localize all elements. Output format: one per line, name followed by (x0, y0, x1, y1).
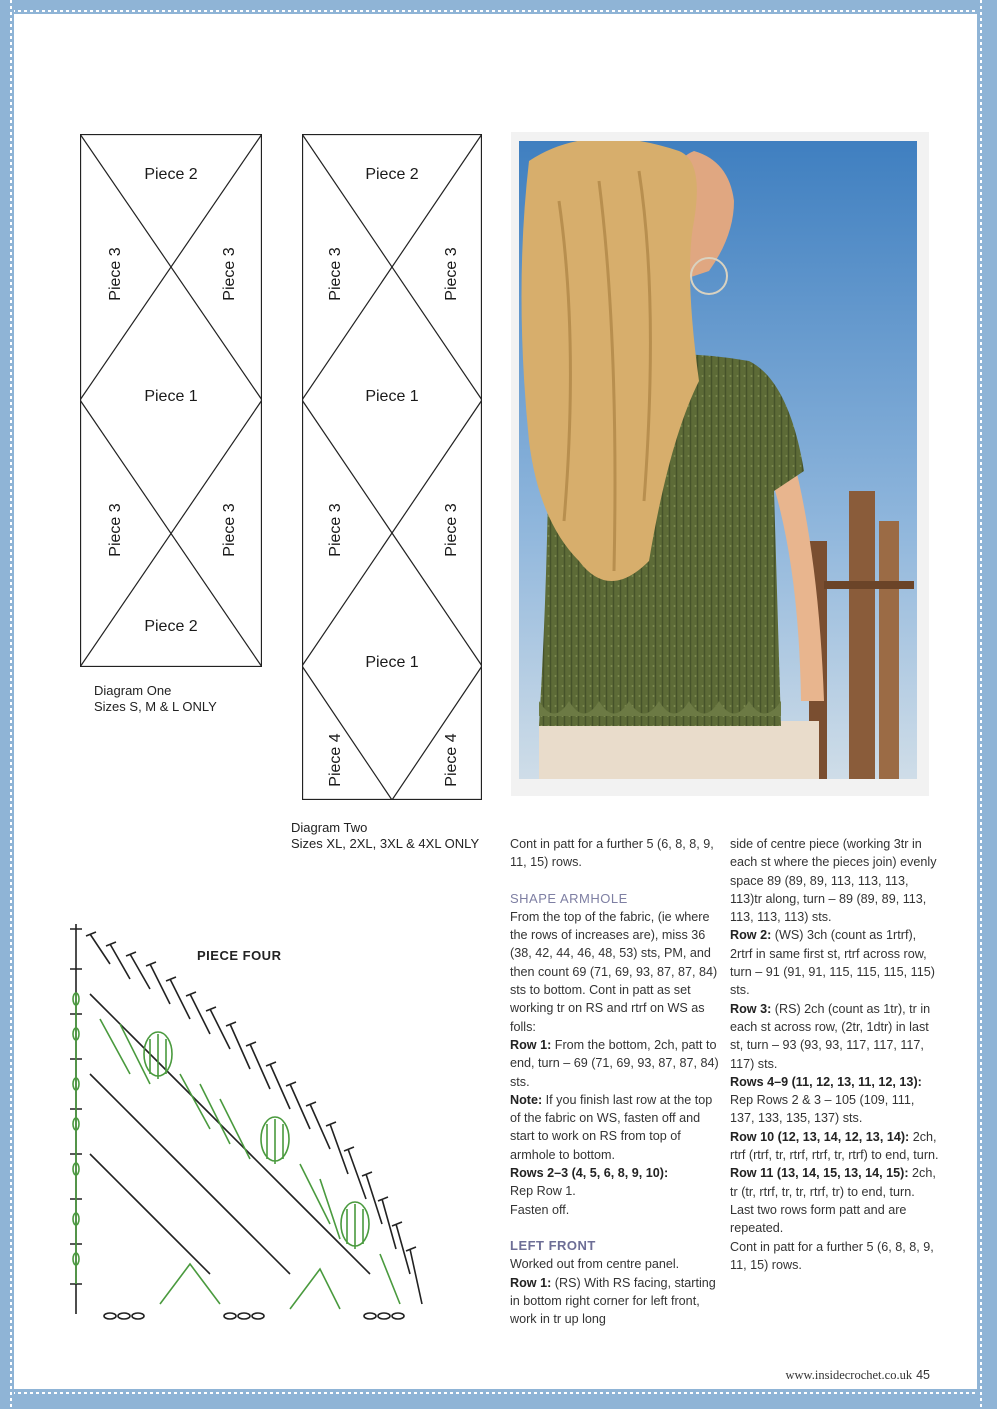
crochet-chart-piece-four (70, 924, 490, 1329)
col1-armhole-intro: From the top of the fabric, (ie where the rows of increases are), miss 36 (38, 42, 44, 46, 48, 53) sts, PM, and then count 69 (71, 69, 93, 87, 87, 84) sts to bottom. Cont in patt as set working tr on RS and rtrf on WS as folls: (510, 909, 718, 1034)
row3-text: (RS) 2ch (count as 1tr), tr in each st across row, (2tr, 1dtr) in last st, turn – 93 (93, 93, 117, 117, 117, 117) sts. (730, 1001, 931, 1071)
d2-piece3-left-top: Piece 3 (327, 247, 344, 301)
row11-text: 2ch, tr (tr, rtrf, tr, tr, rtrf, tr) to end, turn. (730, 1166, 936, 1199)
d1-piece3-right-bottom: Piece 3 (221, 503, 238, 557)
chart-title: PIECE FOUR (197, 948, 282, 963)
d1-piece1: Piece 1 (144, 388, 198, 405)
diagram-one-title: Diagram One (94, 683, 172, 698)
d1-piece3-left-top: Piece 3 (107, 247, 124, 301)
row10-label: Row 10 (12, 13, 14, 12, 13, 14): (730, 1129, 910, 1144)
note-label: Note: (510, 1092, 543, 1107)
footer-url: www.insidecrochet.co.uk (785, 1368, 913, 1382)
left-front-heading: LEFT FRONT (510, 1237, 596, 1253)
col2-row11 (730, 1164, 940, 1201)
d2-piece3-right-bottom: Piece 3 (443, 503, 460, 557)
lf-row1-text: (RS) With RS facing, starting in bottom right corner for left front, work in tr up long (510, 1275, 716, 1327)
d2-piece4-left: Piece 4 (327, 733, 344, 787)
d1-piece2-bottom: Piece 2 (144, 618, 198, 635)
d2-piece1-upper: Piece 1 (365, 388, 419, 405)
diagram-two (302, 134, 482, 805)
diagram-two-sizes: Sizes XL, 2XL, 3XL & 4XL ONLY (291, 836, 480, 851)
page-number: 45 (916, 1368, 930, 1382)
page-border-left (0, 0, 14, 1409)
row1-text: From the bottom, 2ch, patt to end, turn – 69 (71, 69, 93, 87, 87, 84) sts. (510, 1037, 719, 1089)
row3-label: Row 3: (730, 1001, 772, 1016)
col1-cont-patt: Cont in patt for a further 5 (6, 8, 8, 9, 11, 15) rows. (510, 837, 714, 870)
d2-piece3-left-bottom: Piece 3 (327, 503, 344, 557)
text-column-2 (730, 835, 940, 1274)
diagram-two-title: Diagram Two (291, 820, 368, 835)
page-border-top (0, 0, 997, 14)
col1-worked-out: Worked out from centre panel. (510, 1257, 680, 1272)
d2-piece3-right-top: Piece 3 (443, 247, 460, 301)
diagram-one-sizes: Sizes S, M & L ONLY (94, 699, 217, 714)
page-footer (786, 1368, 931, 1383)
col2-row10 (730, 1128, 940, 1165)
d1-piece2-top: Piece 2 (144, 166, 198, 183)
d1-piece3-left-bottom: Piece 3 (107, 503, 124, 557)
col2-cont-patt: Cont in patt for a further 5 (6, 8, 8, 9, 11, 15) rows. (730, 1239, 934, 1272)
col2-row3 (730, 1000, 940, 1073)
note-text: If you finish last row at the top of the fabric on WS, fasten off and start to work on RS from top of armhole to bottom. (510, 1092, 713, 1162)
text-column-1 (510, 835, 720, 1328)
rows23-label: Rows 2–3 (4, 5, 6, 8, 9, 10): (510, 1166, 669, 1181)
col1-rows23-text: Rep Row 1. (510, 1184, 576, 1199)
page-border-bottom (0, 1389, 997, 1409)
row1-label: Row 1: (510, 1037, 552, 1052)
d2-piece2: Piece 2 (365, 166, 419, 183)
diagram-one (80, 134, 262, 672)
col2-last-two-rows: Last two rows form patt and are repeated. (730, 1202, 907, 1236)
col2-side-centre: side of centre piece (working 3tr in each st where the pieces join) evenly space 89 (89, 89, 113, 113, 113, 113)tr along, turn – 89 (89, 89, 113, 113, 113, 113) sts. (730, 837, 937, 925)
col1-fasten-off: Fasten off. (510, 1202, 570, 1217)
col1-note (510, 1091, 720, 1164)
rows49-label: Rows 4–9 (11, 12, 13, 11, 12, 13): (730, 1074, 922, 1089)
col2-rows49 (730, 1073, 940, 1128)
row2-label: Row 2: (730, 928, 772, 943)
col1-row1 (510, 1036, 720, 1091)
row10-text: 2ch, rtrf (rtrf, tr, rtrf, rtrf, tr, rtrf) to end, turn. (730, 1129, 939, 1163)
page-border-right (977, 0, 997, 1409)
magazine-page (14, 14, 977, 1389)
d2-piece1-lower: Piece 1 (365, 654, 419, 671)
col1-lf-row1 (510, 1274, 720, 1329)
shape-armhole-heading: SHAPE ARMHOLE (510, 890, 628, 906)
row2-text: (WS) 3ch (count as 1rtrf), 2rtrf in same first st, rtrf across row, turn – 91 (91, 91, 115, 115, 115, 115) sts. (730, 928, 935, 998)
lf-row1-label: Row 1: (510, 1275, 552, 1290)
row11-label: Row 11 (13, 14, 15, 13, 14, 15): (730, 1166, 909, 1181)
col1-rows23 (510, 1164, 720, 1182)
d1-piece3-right-top: Piece 3 (221, 247, 238, 301)
diagram-two-caption (291, 820, 479, 852)
diagram-one-caption (94, 683, 217, 715)
rows49-text: Rep Rows 2 & 3 – 105 (109, 111, 137, 133, 135, 137) sts. (730, 1093, 915, 1126)
model-photo (511, 132, 929, 796)
d2-piece4-right: Piece 4 (443, 733, 460, 787)
col2-row2 (730, 926, 940, 999)
